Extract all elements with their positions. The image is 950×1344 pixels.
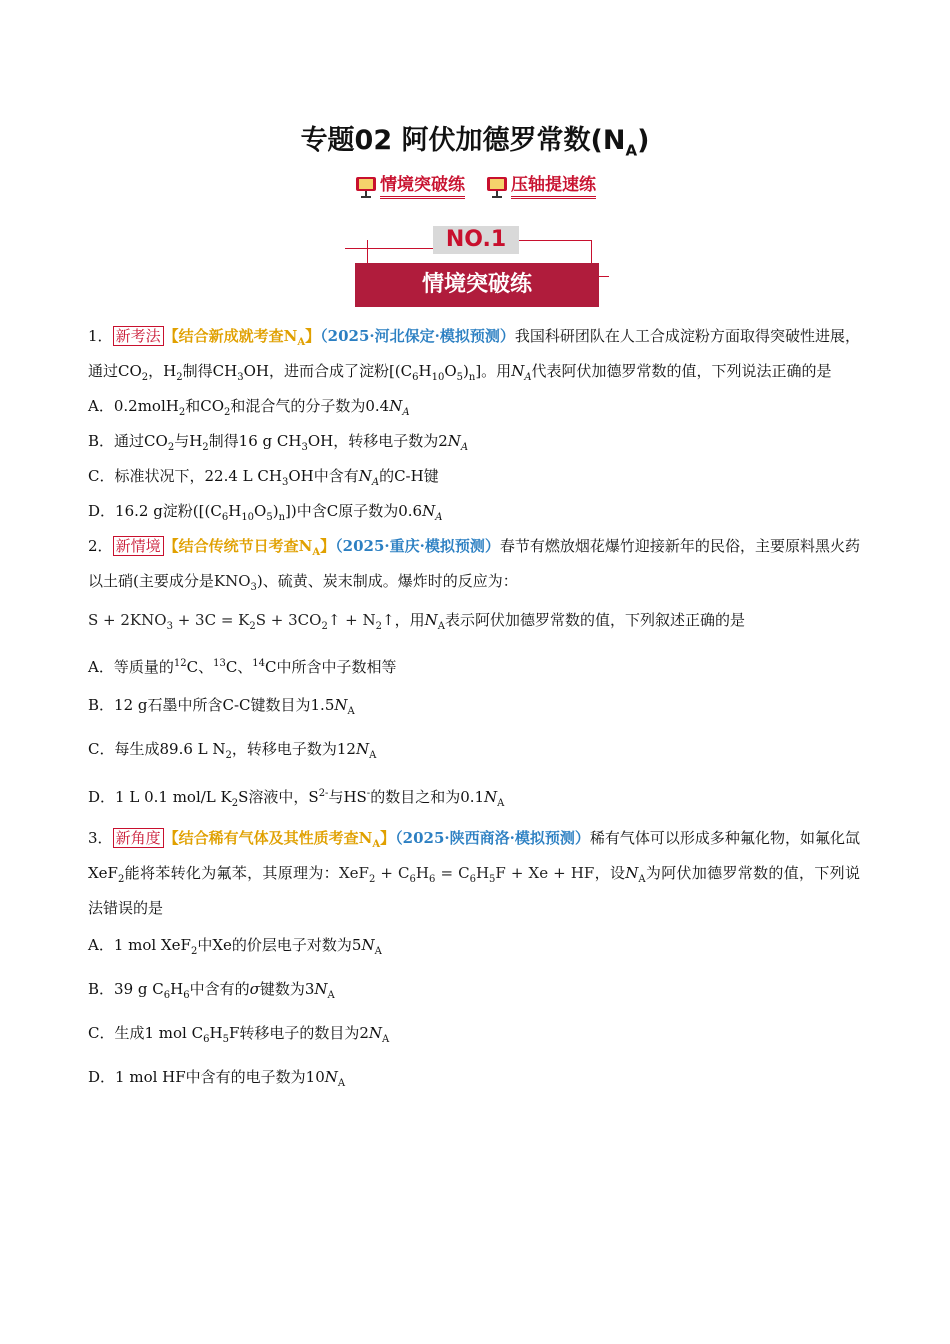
question-tag: 新考法 — [113, 326, 164, 346]
section-label: 情境突破练 — [355, 263, 599, 307]
question-topic: 【结合稀有气体及其性质考查$N_A$】 — [163, 829, 396, 850]
question-stem: 2． 新情境 【结合传统节日考查$N_A$】（2025·重庆·模拟预测）春节有燃放烟花爆竹迎接新年的民俗，主要原料黑火药以土硝(主要成分是$KNO_3$)、硫黄、炭末制成。爆炸时的反应为： — [88, 537, 860, 593]
question-3 — [88, 824, 860, 1098]
option-a: A．1 mol XeF$_2$中Xe的价层电子对数为$5N_A$ — [88, 936, 382, 957]
banner-line — [519, 240, 591, 241]
option-a: A．等质量的$^{12}$C、$^{13}$C、$^{14}$C中所含中子数相等 — [88, 658, 397, 676]
option-c: C．标准状况下，22.4 L $CH_3OH$中含有$N_A$的C-H键 — [88, 467, 439, 488]
question-topic: 【结合新成就考查$N_A$】 — [163, 327, 321, 348]
page-title: 专题02 阿伏加德罗常数$(N_A)$ — [300, 125, 650, 160]
trophy-flag-icon — [354, 175, 378, 199]
banner-line — [591, 240, 592, 264]
question-tag: 新情境 — [113, 536, 164, 556]
tab-advanced-practice[interactable] — [485, 170, 596, 199]
option-b: B．39 g $C_6H_6$中含有的σ键数为$3N_A$ — [88, 980, 335, 1001]
tab-label: 压轴提速练 — [511, 170, 596, 199]
tab-scenario-practice[interactable] — [354, 170, 465, 199]
option-c: C．每生成89.6 L $N_2$，转移电子数为$12N_A$ — [88, 740, 377, 761]
banner-line — [367, 240, 368, 264]
question-source: （2025·河北保定·模拟预测） — [320, 327, 515, 345]
option-d: D．1 mol HF中含有的电子数为$10N_A$ — [88, 1068, 346, 1089]
question-topic: 【结合传统节日考查$N_A$】 — [163, 537, 336, 558]
banner-line — [345, 248, 433, 249]
section-tabs — [0, 170, 950, 199]
question-stem: 1． 新考法 【结合新成就考查$N_A$】（2025·河北保定·模拟预测）我国科研团队在人工合成淀粉方面取得突破性进展，通过$CO_2$，$H_2$制得$CH_3OH$，进而合成了淀粉$[(C_6H_{10}O_5)_n]$。用$N_A$代表阿伏加德罗常数的值，下列说法正确的是 — [88, 327, 860, 383]
option-b: B．12 g石墨中所含C-C键数目为$1.5N_A$ — [88, 696, 355, 717]
question-source: （2025·重庆·模拟预测） — [335, 537, 500, 555]
option-a: A．0.2molH$_2$和$CO_2$和混合气的分子数为$0.4N_A$ — [88, 397, 410, 418]
question-list — [88, 322, 860, 1098]
option-b: B．通过$CO_2$与$H_2$制得16 g $CH_3OH$，转移电子数为$2N_A$ — [88, 432, 469, 453]
question-tag: 新角度 — [113, 828, 164, 848]
question-2 — [88, 532, 860, 818]
question-stem: 3． 新角度 【结合稀有气体及其性质考查$N_A$】（2025·陕西商洛·模拟预测）稀有气体可以形成多种氟化物，如氟化氙XeF$_2$能将苯转化为氟苯，其原理为：$XeF_2 + C_6H_6 = C_6H_5F + Xe$ + HF，设$N_A$为阿伏加德罗常数的值，下列说法错误的是 — [88, 829, 860, 917]
question-1 — [88, 322, 860, 532]
section-number: NO.1 — [433, 226, 519, 254]
option-d: D．16.2 g淀粉$([(C_6H_{10}O_5)_n])$中含C原子数为$0.6N_A$ — [88, 502, 443, 523]
reaction-equation: $S + 2KNO_3 + 3C = K_2S$ + $3CO_2↑$ + $N_2↑$，用$N_A$表示阿伏加德罗常数的值，下列叙述正确的是 — [88, 611, 745, 632]
trophy-flag-icon — [485, 175, 509, 199]
tab-label: 情境突破练 — [380, 170, 465, 199]
option-d: D．1 L 0.1 mol/L $K_2S$溶液中，$S^{2-}$与HS-的数目之和为$0.1N_A$ — [88, 788, 505, 809]
question-source: （2025·陕西商洛·模拟预测） — [395, 829, 590, 847]
section-banner — [345, 226, 610, 310]
option-c: C．生成1 mol $C_6H_5F$转移电子的数目为$2N_A$ — [88, 1024, 390, 1045]
